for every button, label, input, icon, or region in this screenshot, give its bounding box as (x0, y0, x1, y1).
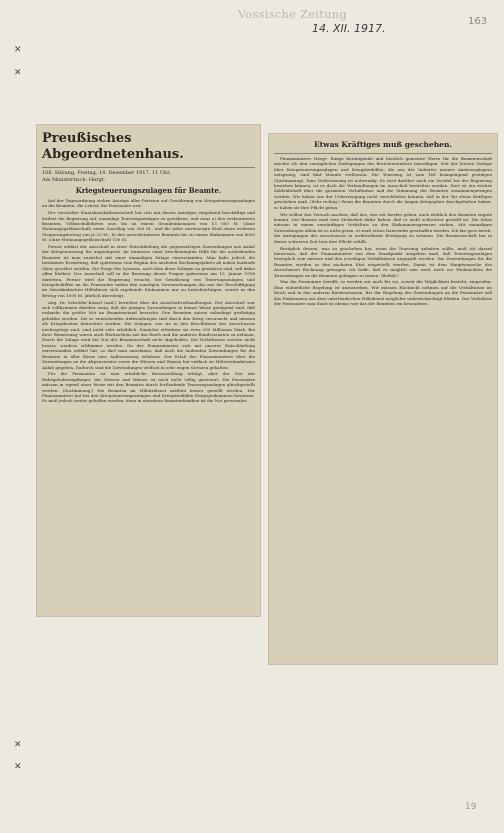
bottom-number: 19 (465, 802, 477, 812)
margin-cross-icon: ✕ (14, 762, 22, 772)
paragraph: Wir wollen den Versuch machen, daß das, was wir hierbei geben, auch wirklich den Beamten zugute kommt. Der Beamte muß eine Sicherheit dafür haben, daß er nicht schlechter gestellt ist. Die Sätze müssen in einem vernünftigen Verhältnis zu den Einkommensgrenzen stehen. Mit einmaligen Zuwendungen allein ist es nicht getan, es muß etwas Dauerndes geschaffen werden. Ich bin gern bereit, die Anregungen des Ausschusses in wohlwollende Erwägung zu nehmen. Die Beamtenschaft hat in dieser schweren Zeit treu ihre Pflicht erfüllt. (274, 211, 492, 244)
paragraph: Was die Pensionäre betrifft, so werden wir auch für sie, soweit die Möglichkeit besteht, eingreifen. Eine einheitliche Regelung ist anzustreben. Wir müssen Rücksicht nehmen auf die Verhältnisse im Reich und in den anderen Bundesstaaten. Bei der Regelung der Zuwendungen an die Pensionäre soll das Einkommen aus dem vaterländischen Hilfsdienst möglichst unberücksichtigt bleiben. Das Verhältnis der Pensionäre zum Staat ist ebenso wie das der Beamten ein besonderes. (274, 279, 492, 307)
paragraph: Abg. Dr. Schröder-Kassel (natl.) berichtet über die Ausschußverhandlungen. Der Ausschuß war sich vollkommen darüber einig, daß die jetzigen Zuwendungen in keiner Weise genügend sind, daß vielmehr die größte Not im Beamtenstand herrsche. Den Beamten müsse unbedingt großzügig geholfen werden. Die so entstehenden Aufwendungen sind durch den Krieg verursacht und müssen als Kriegskosten betrachtet werden. Die Zulagen, wie sie in den Beschlüssen des Ausschusses niedergelegt sind, sind nicht sehr erheblich. Zunächst erfordern sie etwa 200 Millionen Mark. Bei ihrer Bemessung waren auch Rücksichten auf das Reich und die anderen Bundesstaaten zu nehmen. Durch die Zulage wird der Not der Beamtenschaft nicht abgeholfen. Die Verhältnisse werden nicht besser, sondern schlimmer werden. Da der Finanzminister sich mit unserer Entschließung einverstanden erklärt hat, so darf man annehmen, daß auch die laufenden Zuwendungen für die Beamten in aller Kürze eine Aufbesserung erfahren. Der Erlaß des Finanzministers über die Zuwendungen an die Altpensionäre sowie die Witwen und Waisen hat vielfach zu Mißverständnissen Anlaß gegeben. Dadurch sind die Zuwendungen vielfach in sehr engen Grenzen gehalten. (42, 299, 255, 370)
right-clipping (268, 133, 498, 665)
margin-cross-icon: ✕ (14, 45, 22, 55)
page-number: 163 (468, 16, 488, 27)
paragraph: Ferner erklärt der Ausschuß in einer Entschließung die gegenwärtigen Zuwendungen aus Anlaß der Kriegsteuerung für ungenügend. Im Interesse einer beschleunigten Hilfe für die notleidenden Beamten ist man zunächst mit einer einmaligen Zulage einverstanden. Man habe jedoch die bestimmte Erwartung, daß spätestens vom Beginn des nächsten Rechnungsjahres ab neben laufende Sätze gewährt werden. Die Frage des Systems, nach dem diese Zulagen zu gewähren sind, soll dabei offen bleiben. Der Ausschuß soll in die Beratung dieser Fragen spätestens am 15. Januar 1918 eintreten. Ferner wird die Regierung ersucht, bei Gewährung von Teuerungszulagen und Kriegsbeihilfen an die Pensionäre neben den sonstigen Voraussetzungen das aus der Beschäftigung im Vaterländischen Hilfsdienst sich ergebende Einkommen nur zu berücksichtigen, soweit es den Betrag von 1000 M. jährlich übersteigt. (42, 244, 255, 298)
paragraph: Finanzminister Hergt: Einige beruhigende und herzlich gemeinte Worte für die Beamtenschaft möchte ich den vorzüglichen Darlegungen des Berichterstatters hinzufügen. Seit der letzten Vorlage über Kriegsteuerungszulagen und Kriegsbeihilfen, die aus der Initiative meines Amtsvorgängers entsprang, sind fünf Monate verflossen. Die Teuerung ist zum Teil beängstigend gestiegen (Zustimmung). Eine Verbesserung ist notwendig. Es wird darüber auch ein Zweifel bei der Regierung bestehen können, ist es doch die Verbandlungen im Ausschuß bestritten worden. Dort ist ein reicher Zahlenbehelf über die gesamten Verhältnisse und die Stimmung der Beamten zusammengetragen worden. Wir haben uns der Ueberzeugung nicht verschließen können, daß in der Tat etwas Kräftiges geschehen muß. (Sehr richtig.) Wenn die Beamten durch die langen Kriegsjahre durchgehalten haben, so haben sie ihre Pflicht getan. (274, 156, 492, 210)
divider (42, 167, 255, 168)
minister-line: Am Ministertisch: Hergt. (42, 177, 106, 184)
article-title: Etwas Kräftiges muß geschehen. (313, 140, 453, 149)
paragraph: Bezüglich dessen, was zu geschehen hat, wenn die Teuerung anhalten sollte, muß ich darauf hinweisen, daß der Finanzminister von dem Standpunkt ausgehen muß, daß Teuerungszulagen beweglich sein müssen und den jeweiligen Verhältnissen angepaßt werden. Die Zuwendungen für die Beamten werden in den nächsten Etat eingestellt werden. Damit ist dem Hauptwunsche des Ausschusses Rechnung getragen. Ich hoffe, daß es möglich sein wird, noch vor Weihnachten die Zuwendungen an die Beamten gelangen zu lassen. (Beifall.) (274, 245, 492, 278)
margin-cross-icon: ✕ (14, 740, 22, 750)
handwritten-date: 14. XII. 1917. (312, 22, 386, 35)
section-heading: Kriegsteuerungszulagen für Beamte. (75, 185, 222, 195)
paragraph: Für die Pensionäre ist eine erhebliche Besserstellung erfolgt, aber der Not der Ruhegehaltsempfänger, der Witwen und Waisen ist noch nicht völlig gesteuert. Die Pensionäre müssen in irgend einer Weise mit den Beamten durch fortlaufende Teuerungszulagen gleichgestellt werden. (Zustimmung.) Die Beamten im Militärdienst müßten besser gestellt werden. Der Finanzminister hat bei den Kriegsteuerungszulagen und Kriegsbeihilfen Entgegenkommen bewiesen. Es muß jedoch weiter geholfen werden, denn in einzelnen Beamtenfamilien ist die Not grenzenlos. (42, 371, 255, 404)
divider (274, 153, 492, 154)
session-line: 108. Sitzung, Freitag, 14. Dezember 1917, 11 Uhr. (42, 170, 171, 176)
left-clipping (36, 124, 261, 617)
margin-cross-icon: ✕ (14, 68, 22, 78)
paragraph: Auf der Tagesordnung stehen Anträge aller Parteien auf Gewährung von Kriegsteuerungszulagen an die Beamten, die Lehrer, die Pensionäre usw. (42, 197, 255, 209)
newspaper-stamp: Vossische Zeitung (238, 8, 348, 21)
article-title: Preußisches Abgeordnetenhaus. (42, 131, 184, 162)
paragraph: Der verstärkte Staatshaushaltsausschuß hat sich mit diesen Anträgen eingehend beschäftigt und fordert die Regierung auf, einmalige Teuerungszulagen zu gewähren, und zwar a) den verheirateten Beamten, Volksschullehrern usw. bis zu einem Grundeinkommen von 13 000 M. (ohne Wohnungsgeldzuschuß) einen Zuschlag von 300 M., und für jedes unversorgte Kind einen weiteren Steigerungsbetrag von je 20 M., b) den unverheirateten Beamten bis zu einem Einkommen von 8000 M. (ohne Wohnungsgeldzuschuß) 150 M. (42, 210, 255, 243)
